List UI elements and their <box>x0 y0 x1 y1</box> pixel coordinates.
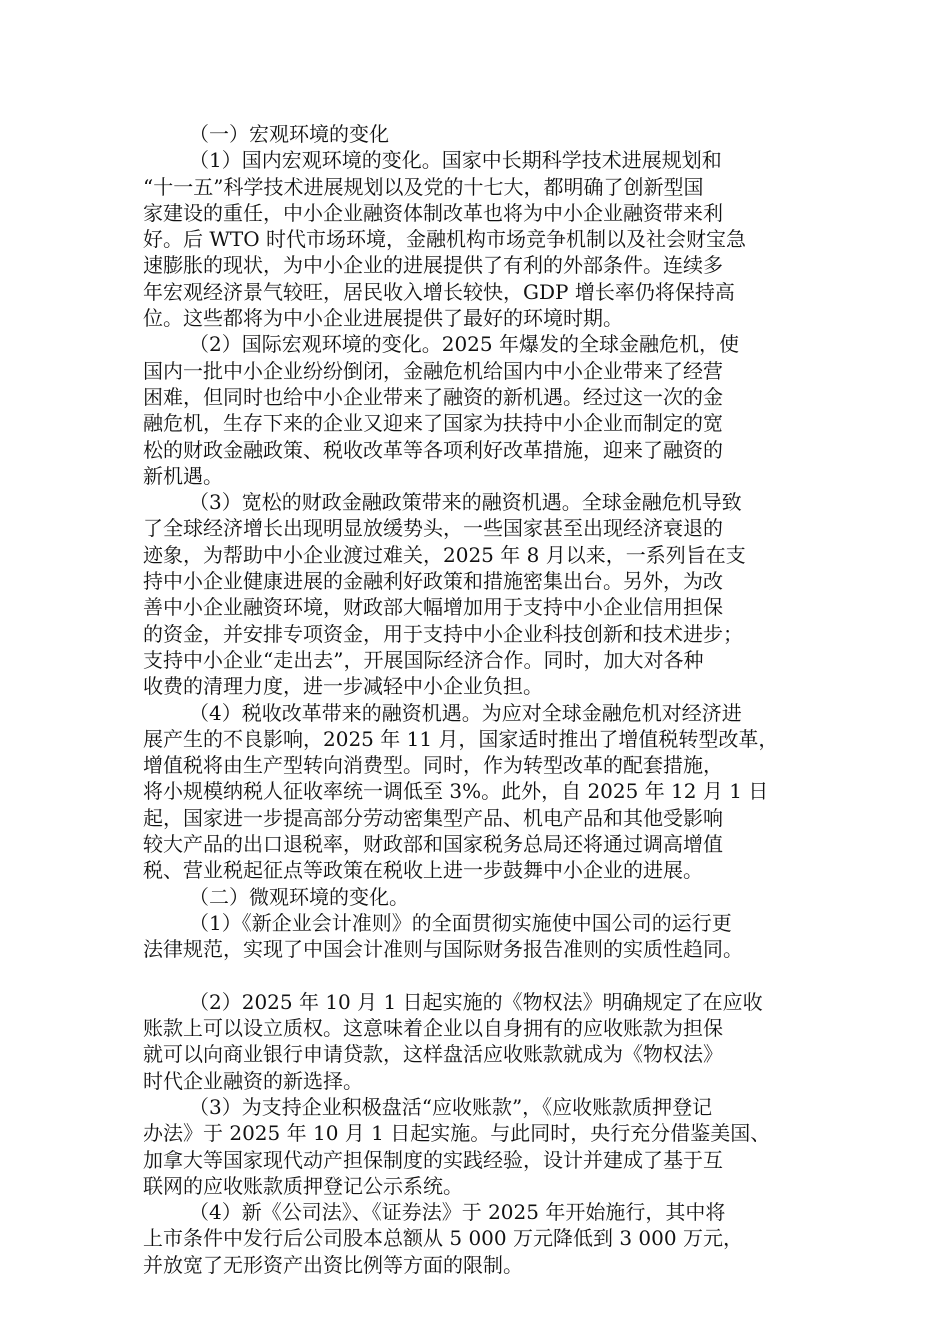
text-line: 年宏观经济景气较旺，居民收入增长较快，GDP 增长率仍将保持高 <box>143 279 735 304</box>
text-line: 起，国家进一步提高部分劳动密集型产品、机电产品和其他受影响 <box>143 805 723 830</box>
text-line: 联网的应收账款质押登记公示系统。 <box>143 1173 463 1198</box>
text-line: 较大产品的出口退税率，财政部和国家税务总局还将通过调高增值 <box>143 832 723 857</box>
text-line: 迹象，为帮助中小企业渡过难关，2025 年 8 月以来，一系列旨在支 <box>143 542 746 567</box>
text-line: （1）《新企业会计准则》的全面贯彻实施使中国公司的运行更 <box>189 910 732 935</box>
text-line: 位。这些都将为中小企业进展提供了最好的环境时期。 <box>143 306 623 331</box>
text-line: 法律规范，实现了中国会计准则与国际财务报告准则的实质性趋同。 <box>143 937 743 962</box>
text-line: 家建设的重任，中小企业融资体制改革也将为中小企业融资带来利 <box>143 200 723 225</box>
text-line: 办法》于 2025 年 10 月 1 日起实施。与此同时，央行充分借鉴美国、 <box>143 1121 771 1146</box>
text-line: （1）国内宏观环境的变化。国家中长期科学技术进展规划和 <box>189 148 722 173</box>
text-line: 税、营业税起征点等政策在税收上进一步鼓舞中小企业的进展。 <box>143 858 703 883</box>
text-line: 的资金，并安排专项资金，用于支持中小企业科技创新和技术进步； <box>143 621 743 646</box>
text-line: 时代企业融资的新选择。 <box>143 1068 363 1093</box>
document-body <box>143 121 819 1278</box>
text-line: （二）微观环境的变化。 <box>189 884 409 909</box>
text-line: （4）新《公司法》、《证券法》于 2025 年开始施行，其中将 <box>189 1200 726 1225</box>
text-line: （2）国际宏观环境的变化。2025 年爆发的全球金融危机，使 <box>189 332 739 357</box>
text-line: 好。后 WTO 时代市场环境，金融机构市场竞争机制以及社会财宝急 <box>143 227 747 252</box>
text-line: 松的财政金融政策、税收改革等各项利好改革措施，迎来了融资的 <box>143 437 723 462</box>
text-line: 持中小企业健康进展的金融利好政策和措施密集出台。另外，为改 <box>143 569 723 594</box>
text-line: 新机遇。 <box>143 463 223 488</box>
text-line: 加拿大等国家现代动产担保制度的实践经验，设计并建成了基于互 <box>143 1147 723 1172</box>
text-line: 困难，但同时也给中小企业带来了融资的新机遇。经过这一次的金 <box>143 384 723 409</box>
text-line: 账款上可以设立质权。这意味着企业以自身拥有的应收账款为担保 <box>143 1016 723 1041</box>
text-line: （一）宏观环境的变化 <box>189 122 389 146</box>
text-line: 了全球经济增长出现明显放缓势头，一些国家甚至出现经济衰退的 <box>143 516 723 541</box>
text-line: 善中小企业融资环境，财政部大幅增加用于支持中小企业信用担保 <box>143 595 723 620</box>
text-line: 就可以向商业银行申请贷款，这样盘活应收账款就成为《物权法》 <box>143 1042 723 1067</box>
text-line: 展产生的不良影响，2025 年 11 月，国家适时推出了增值税转型改革， <box>143 726 779 751</box>
text-line: “十一五”科学技术进展规划以及党的十七大，都明确了创新型国 <box>143 174 704 199</box>
text-line: 将小规模纳税人征收率统一调低至 3%。此外，自 2025 年 12 月 1 日 <box>143 779 769 804</box>
text-line: 并放宽了无形资产出资比例等方面的限制。 <box>143 1252 523 1277</box>
text-line: 上市条件中发行后公司股本总额从 5 000 万元降低到 3 000 万元， <box>143 1226 743 1251</box>
text-line: 增值税将由生产型转向消费型。同时，作为转型改革的配套措施， <box>143 753 723 778</box>
text-line: 融危机，生存下来的企业又迎来了国家为扶持中小企业而制定的宽 <box>143 411 723 436</box>
text-line <box>143 963 819 989</box>
text-line: 支持中小企业“走出去”，开展国际经济合作。同时，加大对各种 <box>143 647 704 672</box>
text-line: 速膨胀的现状，为中小企业的进展提供了有利的外部条件。连续多 <box>143 253 723 278</box>
text-line: 收费的清理力度，进一步减轻中小企业负担。 <box>143 674 543 699</box>
text-line: （2）2025 年 10 月 1 日起实施的《物权法》明确规定了在应收 <box>189 989 763 1014</box>
text-line: （4）税收改革带来的融资机遇。为应对全球金融危机对经济进 <box>189 700 742 725</box>
text-line: （3）为支持企业积极盘活“应收账款”，《应收账款质押登记 <box>189 1094 713 1119</box>
text-line: （3）宽松的财政金融政策带来的融资机遇。全球金融危机导致 <box>189 490 742 515</box>
text-line: 国内一批中小企业纷纷倒闭，金融危机给国内中小企业带来了经营 <box>143 358 723 383</box>
